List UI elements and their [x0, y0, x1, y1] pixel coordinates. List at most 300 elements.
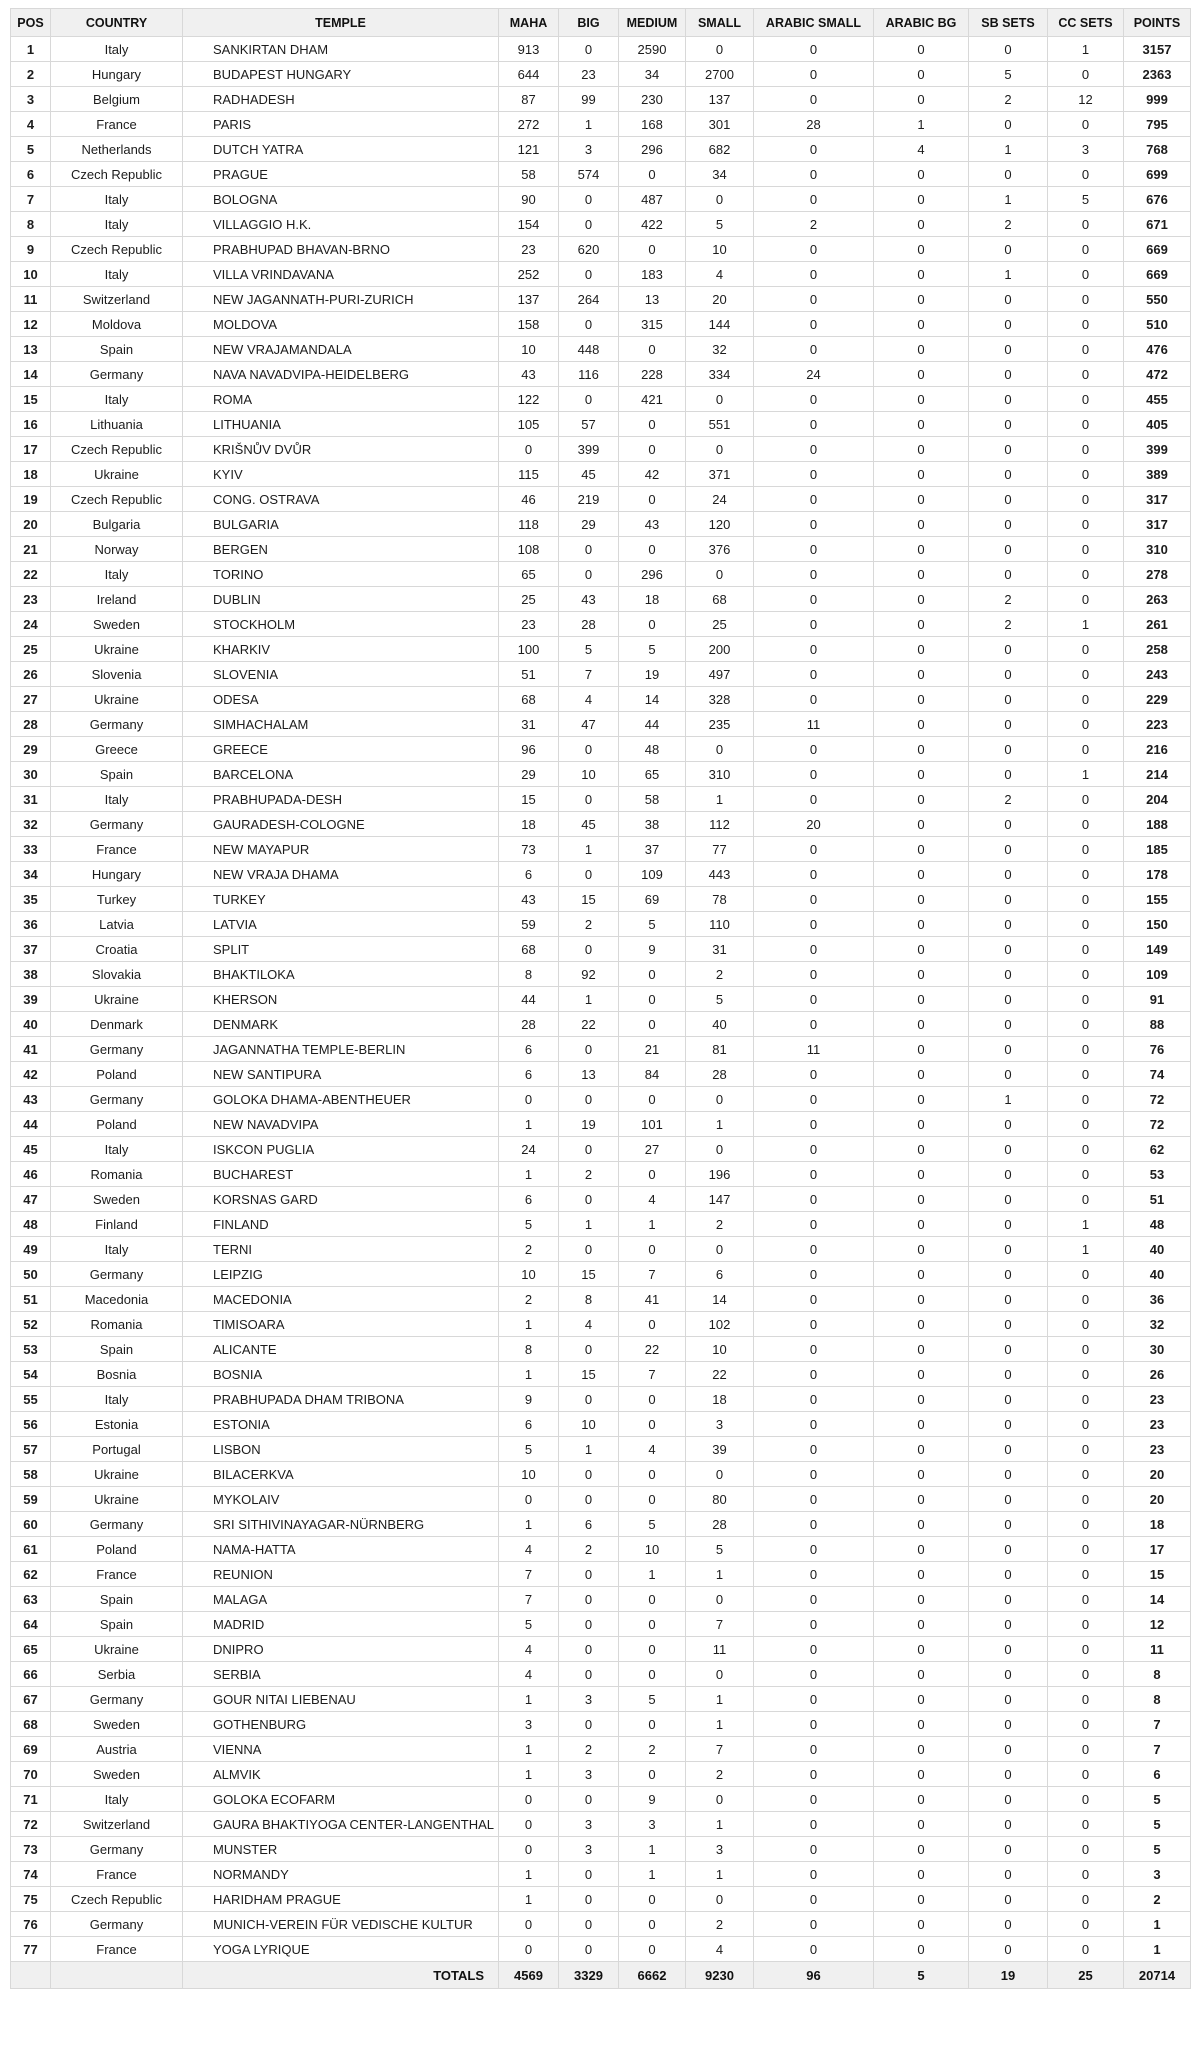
cell-points: 17: [1124, 1537, 1191, 1562]
cell-pos: 58: [11, 1462, 51, 1487]
cell-temple: MYKOLAIV: [183, 1487, 499, 1512]
cell-country: Portugal: [51, 1437, 183, 1462]
table-row: [11, 912, 1191, 937]
cell-arabic-bg: 0: [874, 1887, 969, 1912]
cell-pos: 51: [11, 1287, 51, 1312]
cell-medium: 18: [619, 587, 686, 612]
cell-pos: 2: [11, 62, 51, 87]
cell-sb-sets: 1: [969, 1087, 1048, 1112]
cell-arabic-small: 0: [754, 1812, 874, 1837]
cell-small: 7: [686, 1612, 754, 1637]
cell-arabic-small: 0: [754, 1712, 874, 1737]
cell-arabic-bg: 0: [874, 1687, 969, 1712]
cell-medium: 2: [619, 1737, 686, 1762]
cell-arabic-small: 11: [754, 712, 874, 737]
table-row: [11, 1862, 1191, 1887]
table-row: [11, 462, 1191, 487]
table-row: [11, 1437, 1191, 1462]
cell-country: Italy: [51, 1787, 183, 1812]
cell-arabic-bg: 0: [874, 662, 969, 687]
cell-medium: 0: [619, 1662, 686, 1687]
cell-arabic-bg: 0: [874, 1587, 969, 1612]
cell-points: 30: [1124, 1337, 1191, 1362]
cell-cc-sets: 0: [1048, 1887, 1124, 1912]
cell-medium: 3: [619, 1812, 686, 1837]
cell-country: Italy: [51, 212, 183, 237]
table-row: [11, 562, 1191, 587]
cell-points: 317: [1124, 512, 1191, 537]
cell-medium: 1: [619, 1837, 686, 1862]
cell-arabic-small: 0: [754, 1837, 874, 1862]
cell-arabic-small: 0: [754, 437, 874, 462]
cell-country: Austria: [51, 1737, 183, 1762]
cell-points: 399: [1124, 437, 1191, 462]
cell-points: 76: [1124, 1037, 1191, 1062]
cell-cc-sets: 0: [1048, 987, 1124, 1012]
cell-small: 0: [686, 1137, 754, 1162]
cell-sb-sets: 0: [969, 1862, 1048, 1887]
cell-sb-sets: 0: [969, 1237, 1048, 1262]
cell-arabic-small: 0: [754, 1587, 874, 1612]
cell-small: 137: [686, 87, 754, 112]
cell-maha: 154: [499, 212, 559, 237]
cell-cc-sets: 0: [1048, 462, 1124, 487]
cell-medium: 0: [619, 1637, 686, 1662]
cell-arabic-small: 0: [754, 1687, 874, 1712]
cell-big: 219: [559, 487, 619, 512]
table-body: [11, 37, 1191, 1962]
cell-cc-sets: 0: [1048, 787, 1124, 812]
cell-arabic-small: 0: [754, 487, 874, 512]
cell-points: 5: [1124, 1787, 1191, 1812]
cell-points: 155: [1124, 887, 1191, 912]
table-row: [11, 1362, 1191, 1387]
cell-medium: 0: [619, 487, 686, 512]
cell-temple: ISKCON PUGLIA: [183, 1137, 499, 1162]
cell-medium: 1: [619, 1212, 686, 1237]
cell-big: 399: [559, 437, 619, 462]
cell-big: 1: [559, 837, 619, 862]
cell-arabic-bg: 0: [874, 1487, 969, 1512]
cell-sb-sets: 0: [969, 962, 1048, 987]
cell-big: 43: [559, 587, 619, 612]
cell-temple: SPLIT: [183, 937, 499, 962]
cell-big: 0: [559, 1712, 619, 1737]
cell-pos: 67: [11, 1687, 51, 1712]
cell-arabic-bg: 0: [874, 187, 969, 212]
cell-arabic-small: 0: [754, 1887, 874, 1912]
cell-cc-sets: 0: [1048, 937, 1124, 962]
cell-temple: KORSNAS GARD: [183, 1187, 499, 1212]
totals-empty-pos: [11, 1962, 51, 1989]
cell-sb-sets: 0: [969, 512, 1048, 537]
cell-medium: 109: [619, 862, 686, 887]
cell-medium: 0: [619, 1162, 686, 1187]
cell-cc-sets: 0: [1048, 537, 1124, 562]
cell-points: 14: [1124, 1587, 1191, 1612]
cell-temple: ESTONIA: [183, 1412, 499, 1437]
cell-temple: NEW JAGANNATH-PURI-ZURICH: [183, 287, 499, 312]
cell-arabic-small: 0: [754, 462, 874, 487]
cell-country: Romania: [51, 1312, 183, 1337]
cell-small: 0: [686, 37, 754, 62]
cell-arabic-bg: 0: [874, 1437, 969, 1462]
cell-maha: 23: [499, 612, 559, 637]
cell-arabic-small: 0: [754, 687, 874, 712]
cell-sb-sets: 0: [969, 1887, 1048, 1912]
cell-medium: 5: [619, 1687, 686, 1712]
cell-temple: ODESA: [183, 687, 499, 712]
cell-country: Turkey: [51, 887, 183, 912]
cell-arabic-small: 0: [754, 1337, 874, 1362]
cell-pos: 43: [11, 1087, 51, 1112]
cell-pos: 5: [11, 137, 51, 162]
cell-big: 0: [559, 1037, 619, 1062]
cell-country: France: [51, 1562, 183, 1587]
cell-maha: 6: [499, 1412, 559, 1437]
cell-small: 0: [686, 1662, 754, 1687]
cell-sb-sets: 2: [969, 787, 1048, 812]
cell-cc-sets: 0: [1048, 387, 1124, 412]
cell-arabic-bg: 0: [874, 1112, 969, 1137]
cell-points: 8: [1124, 1662, 1191, 1687]
cell-big: 0: [559, 1237, 619, 1262]
cell-arabic-small: 0: [754, 1537, 874, 1562]
cell-points: 999: [1124, 87, 1191, 112]
cell-medium: 27: [619, 1137, 686, 1162]
cell-sb-sets: 0: [969, 487, 1048, 512]
cell-sb-sets: 1: [969, 262, 1048, 287]
cell-temple: GAURADESH-COLOGNE: [183, 812, 499, 837]
cell-country: Hungary: [51, 862, 183, 887]
cell-points: 310: [1124, 537, 1191, 562]
cell-arabic-small: 0: [754, 1512, 874, 1537]
cell-cc-sets: 0: [1048, 1812, 1124, 1837]
cell-small: 1: [686, 1862, 754, 1887]
cell-small: 4: [686, 262, 754, 287]
cell-points: 18: [1124, 1512, 1191, 1537]
table-row: [11, 437, 1191, 462]
cell-points: 669: [1124, 237, 1191, 262]
cell-cc-sets: 0: [1048, 912, 1124, 937]
cell-sb-sets: 0: [969, 1112, 1048, 1137]
cell-temple: NAMA-HATTA: [183, 1537, 499, 1562]
cell-cc-sets: 1: [1048, 612, 1124, 637]
cell-maha: 6: [499, 1037, 559, 1062]
cell-arabic-small: 0: [754, 37, 874, 62]
cell-big: 0: [559, 212, 619, 237]
cell-arabic-small: 0: [754, 1012, 874, 1037]
cell-maha: 58: [499, 162, 559, 187]
cell-arabic-small: 0: [754, 262, 874, 287]
cell-points: 72: [1124, 1112, 1191, 1137]
cell-points: 53: [1124, 1162, 1191, 1187]
cell-sb-sets: 0: [969, 1187, 1048, 1212]
cell-points: 5: [1124, 1812, 1191, 1837]
cell-temple: BARCELONA: [183, 762, 499, 787]
cell-points: 88: [1124, 1012, 1191, 1037]
cell-arabic-bg: 0: [874, 1387, 969, 1412]
table-row: [11, 512, 1191, 537]
table-row: [11, 1212, 1191, 1237]
cell-maha: 0: [499, 1087, 559, 1112]
cell-sb-sets: 0: [969, 1787, 1048, 1812]
cell-big: 8: [559, 1287, 619, 1312]
cell-pos: 10: [11, 262, 51, 287]
table-row: [11, 37, 1191, 62]
cell-medium: 0: [619, 1587, 686, 1612]
cell-pos: 31: [11, 787, 51, 812]
sankirtan-results-table: [10, 8, 1191, 1989]
table-row: [11, 1337, 1191, 1362]
cell-temple: NEW VRAJA DHAMA: [183, 862, 499, 887]
col-header-big: BIG: [559, 9, 619, 37]
cell-arabic-small: 0: [754, 1137, 874, 1162]
cell-points: 258: [1124, 637, 1191, 662]
cell-pos: 26: [11, 662, 51, 687]
cell-temple: MUNICH-VEREIN FÜR VEDISCHE KULTUR: [183, 1912, 499, 1937]
cell-arabic-bg: 0: [874, 1737, 969, 1762]
table-row: [11, 112, 1191, 137]
cell-arabic-small: 0: [754, 787, 874, 812]
cell-temple: BERGEN: [183, 537, 499, 562]
cell-points: 91: [1124, 987, 1191, 1012]
cell-big: 0: [559, 1662, 619, 1687]
cell-arabic-bg: 0: [874, 762, 969, 787]
cell-arabic-small: 24: [754, 362, 874, 387]
cell-points: 23: [1124, 1387, 1191, 1412]
table-row: [11, 1712, 1191, 1737]
cell-small: 0: [686, 437, 754, 462]
cell-small: 0: [686, 1237, 754, 1262]
cell-medium: 0: [619, 1012, 686, 1037]
cell-temple: MALAGA: [183, 1587, 499, 1612]
cell-country: Spain: [51, 1612, 183, 1637]
table-row: [11, 1612, 1191, 1637]
cell-medium: 0: [619, 237, 686, 262]
cell-temple: JAGANNATHA TEMPLE-BERLIN: [183, 1037, 499, 1062]
cell-country: France: [51, 112, 183, 137]
cell-arabic-small: 0: [754, 1637, 874, 1662]
totals-maha: 4569: [499, 1962, 559, 1989]
cell-cc-sets: 0: [1048, 837, 1124, 862]
cell-maha: 28: [499, 1012, 559, 1037]
cell-big: 10: [559, 762, 619, 787]
cell-sb-sets: 1: [969, 137, 1048, 162]
table-row: [11, 1662, 1191, 1687]
cell-small: 301: [686, 112, 754, 137]
cell-temple: DUBLIN: [183, 587, 499, 612]
cell-small: 14: [686, 1287, 754, 1312]
cell-country: Belgium: [51, 87, 183, 112]
cell-maha: 29: [499, 762, 559, 787]
cell-maha: 4: [499, 1662, 559, 1687]
cell-maha: 5: [499, 1437, 559, 1462]
cell-arabic-bg: 4: [874, 137, 969, 162]
cell-country: Ireland: [51, 587, 183, 612]
cell-arabic-bg: 0: [874, 337, 969, 362]
cell-big: 0: [559, 1562, 619, 1587]
cell-maha: 100: [499, 637, 559, 662]
cell-temple: TIMISOARA: [183, 1312, 499, 1337]
cell-maha: 118: [499, 512, 559, 537]
cell-arabic-bg: 0: [874, 462, 969, 487]
cell-medium: 296: [619, 137, 686, 162]
cell-pos: 24: [11, 612, 51, 637]
cell-medium: 44: [619, 712, 686, 737]
cell-cc-sets: 0: [1048, 1087, 1124, 1112]
cell-big: 4: [559, 1312, 619, 1337]
cell-temple: GREECE: [183, 737, 499, 762]
cell-sb-sets: 0: [969, 1312, 1048, 1337]
cell-small: 0: [686, 1462, 754, 1487]
table-row: [11, 1062, 1191, 1087]
table-row: [11, 1187, 1191, 1212]
cell-cc-sets: 0: [1048, 812, 1124, 837]
cell-pos: 34: [11, 862, 51, 887]
cell-points: 20: [1124, 1487, 1191, 1512]
table-row: [11, 87, 1191, 112]
cell-small: 102: [686, 1312, 754, 1337]
cell-big: 0: [559, 1087, 619, 1112]
cell-sb-sets: 0: [969, 1512, 1048, 1537]
cell-cc-sets: 0: [1048, 1937, 1124, 1962]
cell-small: 4: [686, 1937, 754, 1962]
cell-country: Bulgaria: [51, 512, 183, 537]
table-row: [11, 887, 1191, 912]
table-row: [11, 937, 1191, 962]
col-header-sb-sets: SB SETS: [969, 9, 1048, 37]
col-header-cc-sets: CC SETS: [1048, 9, 1124, 37]
cell-pos: 6: [11, 162, 51, 187]
cell-sb-sets: 0: [969, 1462, 1048, 1487]
cell-maha: 105: [499, 412, 559, 437]
cell-arabic-small: 0: [754, 1287, 874, 1312]
cell-small: 3: [686, 1837, 754, 1862]
cell-temple: MOLDOVA: [183, 312, 499, 337]
cell-cc-sets: 0: [1048, 1112, 1124, 1137]
cell-sb-sets: 0: [969, 1487, 1048, 1512]
col-header-small: SMALL: [686, 9, 754, 37]
table-row: [11, 287, 1191, 312]
cell-cc-sets: 0: [1048, 1662, 1124, 1687]
cell-cc-sets: 0: [1048, 337, 1124, 362]
cell-small: 20: [686, 287, 754, 312]
cell-arabic-small: 0: [754, 1737, 874, 1762]
cell-cc-sets: 0: [1048, 1512, 1124, 1537]
cell-maha: 25: [499, 587, 559, 612]
cell-small: 2700: [686, 62, 754, 87]
cell-arabic-small: 0: [754, 1387, 874, 1412]
cell-pos: 9: [11, 237, 51, 262]
cell-sb-sets: 1: [969, 187, 1048, 212]
cell-maha: 2: [499, 1287, 559, 1312]
col-header-points: POINTS: [1124, 9, 1191, 37]
table-row: [11, 1137, 1191, 1162]
cell-small: 0: [686, 387, 754, 412]
cell-medium: 0: [619, 1887, 686, 1912]
cell-small: 2: [686, 1912, 754, 1937]
cell-cc-sets: 0: [1048, 212, 1124, 237]
cell-cc-sets: 0: [1048, 62, 1124, 87]
cell-small: 10: [686, 1337, 754, 1362]
cell-medium: 0: [619, 1912, 686, 1937]
cell-sb-sets: 0: [969, 562, 1048, 587]
table-row: [11, 1487, 1191, 1512]
cell-arabic-small: 0: [754, 837, 874, 862]
cell-country: Germany: [51, 712, 183, 737]
cell-pos: 13: [11, 337, 51, 362]
cell-country: Switzerland: [51, 1812, 183, 1837]
cell-small: 5: [686, 212, 754, 237]
cell-pos: 23: [11, 587, 51, 612]
cell-big: 0: [559, 187, 619, 212]
cell-big: 2: [559, 1537, 619, 1562]
cell-medium: 0: [619, 1937, 686, 1962]
cell-medium: 65: [619, 762, 686, 787]
cell-country: Hungary: [51, 62, 183, 87]
cell-temple: MUNSTER: [183, 1837, 499, 1862]
cell-arabic-bg: 0: [874, 1362, 969, 1387]
cell-temple: SIMHACHALAM: [183, 712, 499, 737]
cell-arabic-bg: 0: [874, 1637, 969, 1662]
cell-small: 2: [686, 962, 754, 987]
cell-sb-sets: 0: [969, 1362, 1048, 1387]
cell-cc-sets: 0: [1048, 862, 1124, 887]
cell-big: 0: [559, 1487, 619, 1512]
cell-temple: PRABHUPADA-DESH: [183, 787, 499, 812]
cell-big: 29: [559, 512, 619, 537]
cell-medium: 0: [619, 412, 686, 437]
cell-temple: PRAGUE: [183, 162, 499, 187]
cell-points: 74: [1124, 1062, 1191, 1087]
table-row: [11, 737, 1191, 762]
cell-arabic-small: 0: [754, 1262, 874, 1287]
table-row: [11, 812, 1191, 837]
cell-arabic-bg: 0: [874, 1787, 969, 1812]
cell-medium: 0: [619, 162, 686, 187]
table-row: [11, 412, 1191, 437]
cell-medium: 41: [619, 1287, 686, 1312]
cell-big: 620: [559, 237, 619, 262]
cell-medium: 315: [619, 312, 686, 337]
cell-pos: 50: [11, 1262, 51, 1287]
cell-sb-sets: 0: [969, 1287, 1048, 1312]
cell-country: Ukraine: [51, 462, 183, 487]
cell-medium: 19: [619, 662, 686, 687]
col-header-pos: POS: [11, 9, 51, 37]
cell-temple: MADRID: [183, 1612, 499, 1637]
cell-arabic-small: 0: [754, 1937, 874, 1962]
cell-temple: NORMANDY: [183, 1862, 499, 1887]
cell-pos: 21: [11, 537, 51, 562]
cell-country: France: [51, 1937, 183, 1962]
cell-cc-sets: 0: [1048, 1587, 1124, 1612]
cell-pos: 52: [11, 1312, 51, 1337]
cell-arabic-small: 0: [754, 862, 874, 887]
cell-medium: 38: [619, 812, 686, 837]
cell-small: 144: [686, 312, 754, 337]
cell-temple: DENMARK: [183, 1012, 499, 1037]
cell-points: 510: [1124, 312, 1191, 337]
cell-pos: 57: [11, 1437, 51, 1462]
cell-maha: 31: [499, 712, 559, 737]
cell-small: 682: [686, 137, 754, 162]
cell-pos: 77: [11, 1937, 51, 1962]
cell-maha: 3: [499, 1712, 559, 1737]
cell-arabic-small: 20: [754, 812, 874, 837]
cell-big: 264: [559, 287, 619, 312]
